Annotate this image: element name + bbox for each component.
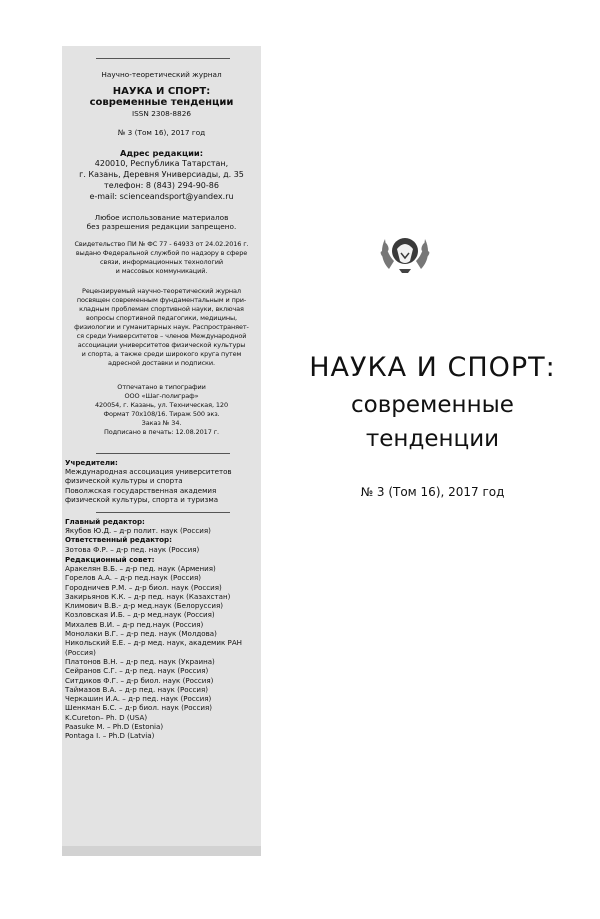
founders-line: физической культуры, спорта и туризма xyxy=(65,495,219,504)
journal-emblem-icon xyxy=(377,225,433,281)
print-line: Формат 70х108/16. Тираж 500 экз. xyxy=(103,410,220,418)
cover-title-line2: современные xyxy=(351,392,514,418)
address-line: 420010, Республика Татарстан, xyxy=(94,159,229,168)
lower-rule xyxy=(96,512,230,513)
chief-editor: Якубов Ю.Д. – д-р полит. наук (Россия) xyxy=(65,526,211,535)
description-line: адресной доставки и подписки. xyxy=(108,359,215,367)
founders-line: Поволжская государственная академия xyxy=(65,486,217,495)
board-member: Козловская И.Б. – д-р мед.наук (Россия) xyxy=(65,610,215,620)
description-line: и спорта, а также среди широкого круга путем xyxy=(81,350,242,358)
board-member: Михалев В.И. – д-р пед.наук (Россия) xyxy=(65,619,204,629)
description-line: Рецензируемый научно-теоретический журнал xyxy=(82,287,241,295)
board-member: (Россия) xyxy=(65,647,96,657)
chief-editor-heading: Главный редактор: xyxy=(65,517,145,526)
board-member: Таймазов В.А. – д-р пед. наук (Россия) xyxy=(65,684,209,694)
description-line: физиологии и гуманитарных наук. Распространяет- xyxy=(74,323,249,331)
print-line: ООО «Шаг-полиграф» xyxy=(124,392,199,400)
board-member: Городничев Р.М. – д-р биол. наук (Россия) xyxy=(65,582,222,592)
print-line: Отпечатано в типографии xyxy=(117,383,206,391)
print-line: Подписано в печать: 12.08.2017 г. xyxy=(104,428,219,436)
certificate-line: Свидетельство ПИ № ФС 77 - 64933 от 24.02.2016 г. xyxy=(74,240,249,248)
exec-editor: Зотова Ф.Р. – д-р пед. наук (Россия) xyxy=(65,545,200,554)
print-line: 420054, г. Казань, ул. Техническая, 120 xyxy=(94,401,229,409)
board-member: Pontaga I. – Ph.D (Latvia) xyxy=(65,731,155,741)
permission-line: Любое использование материалов xyxy=(94,213,229,222)
board-member: Ситдиков Ф.Г. – д-р биол. наук (Россия) xyxy=(65,675,214,685)
journal-subtitle: современные тенденции xyxy=(89,97,234,108)
address-line: г. Казань, Деревня Универсиады, д. 35 xyxy=(79,170,244,179)
board-member: Paasuke M. – Ph.D (Estonia) xyxy=(65,722,164,732)
founders-line: физической культуры и спорта xyxy=(65,476,183,485)
board-member: Никольский Е.Е. – д-р мед. наук, академик РАН xyxy=(65,638,243,648)
permission-line: без разрешения редакции запрещено. xyxy=(86,222,237,231)
address-line: e-mail: scienceandsport@yandex.ru xyxy=(89,192,234,201)
cover-issue: № 3 (Том 16), 2017 год xyxy=(360,485,505,499)
founders-heading: Учредители: xyxy=(65,458,118,467)
description-line: ся среди Университетов – членов Международной xyxy=(76,332,247,340)
board-member: Сейранов С.Г. – д-р пед. наук (Россия) xyxy=(65,666,209,676)
board-member: K.Cureton– Ph. D (USA) xyxy=(65,712,148,722)
top-rule xyxy=(96,58,230,59)
board-member: Закирьянов К.К. – д-р пед. наук (Казахстан) xyxy=(65,591,231,601)
address-heading: Адрес редакции: xyxy=(119,148,204,158)
board-heading: Редакционный совет: xyxy=(65,555,155,564)
board-member: Шенкман Б.С. – д-р биол. наук (Россия) xyxy=(65,703,212,713)
middle-rule xyxy=(96,453,230,454)
certificate-line: и массовых коммуникаций. xyxy=(115,267,208,275)
exec-editor-heading: Ответственный редактор: xyxy=(65,535,172,544)
certificate-line: выдано Федеральной службой по надзору в сфере xyxy=(75,249,248,257)
board-member: Климович В.В.- д-р мед.наук (Белоруссия) xyxy=(65,601,224,611)
description-line: кладным проблемам спортивной науки, включая xyxy=(79,305,244,313)
cover-title-line1: НАУКА И СПОРТ: xyxy=(309,352,556,383)
journal-type: Научно-теоретический журнал xyxy=(101,70,222,79)
board-member: Черкашин И.А. – д-р пед. наук (Россия) xyxy=(65,694,212,704)
board-member: Монолаки В.Г. – д-р пед. наук (Молдова) xyxy=(65,629,217,639)
board-member: Горелов А.А. – д-р пед.наук (Россия) xyxy=(65,573,202,583)
board-member: Платонов В.Н. – д-р пед. наук (Украина) xyxy=(65,656,215,666)
cover-title-line3: тенденции xyxy=(365,426,500,452)
description-line: вопросы спортивной педагогики, медицины, xyxy=(86,314,237,322)
certificate-line: связи, информационных технологий xyxy=(100,258,223,266)
journal-title: НАУКА И СПОРТ: xyxy=(112,86,211,97)
founders-line: Международная ассоциация университетов xyxy=(65,467,232,476)
issue-number: № 3 (Том 16), 2017 год xyxy=(117,128,206,137)
description-line: ассоциации университетов физической культуры xyxy=(77,341,246,349)
description-line: посвящен современным фундаментальным и при- xyxy=(76,296,247,304)
board-member: Аракелян В.Б. – д-р пед. наук (Армения) xyxy=(65,564,216,573)
board-list xyxy=(65,564,259,741)
print-line: Заказ № 34. xyxy=(141,419,182,427)
address-line: телефон: 8 (843) 294-90-86 xyxy=(104,181,219,190)
column-bottom-shade xyxy=(62,846,261,856)
issn: ISSN 2308-8826 xyxy=(132,109,191,118)
